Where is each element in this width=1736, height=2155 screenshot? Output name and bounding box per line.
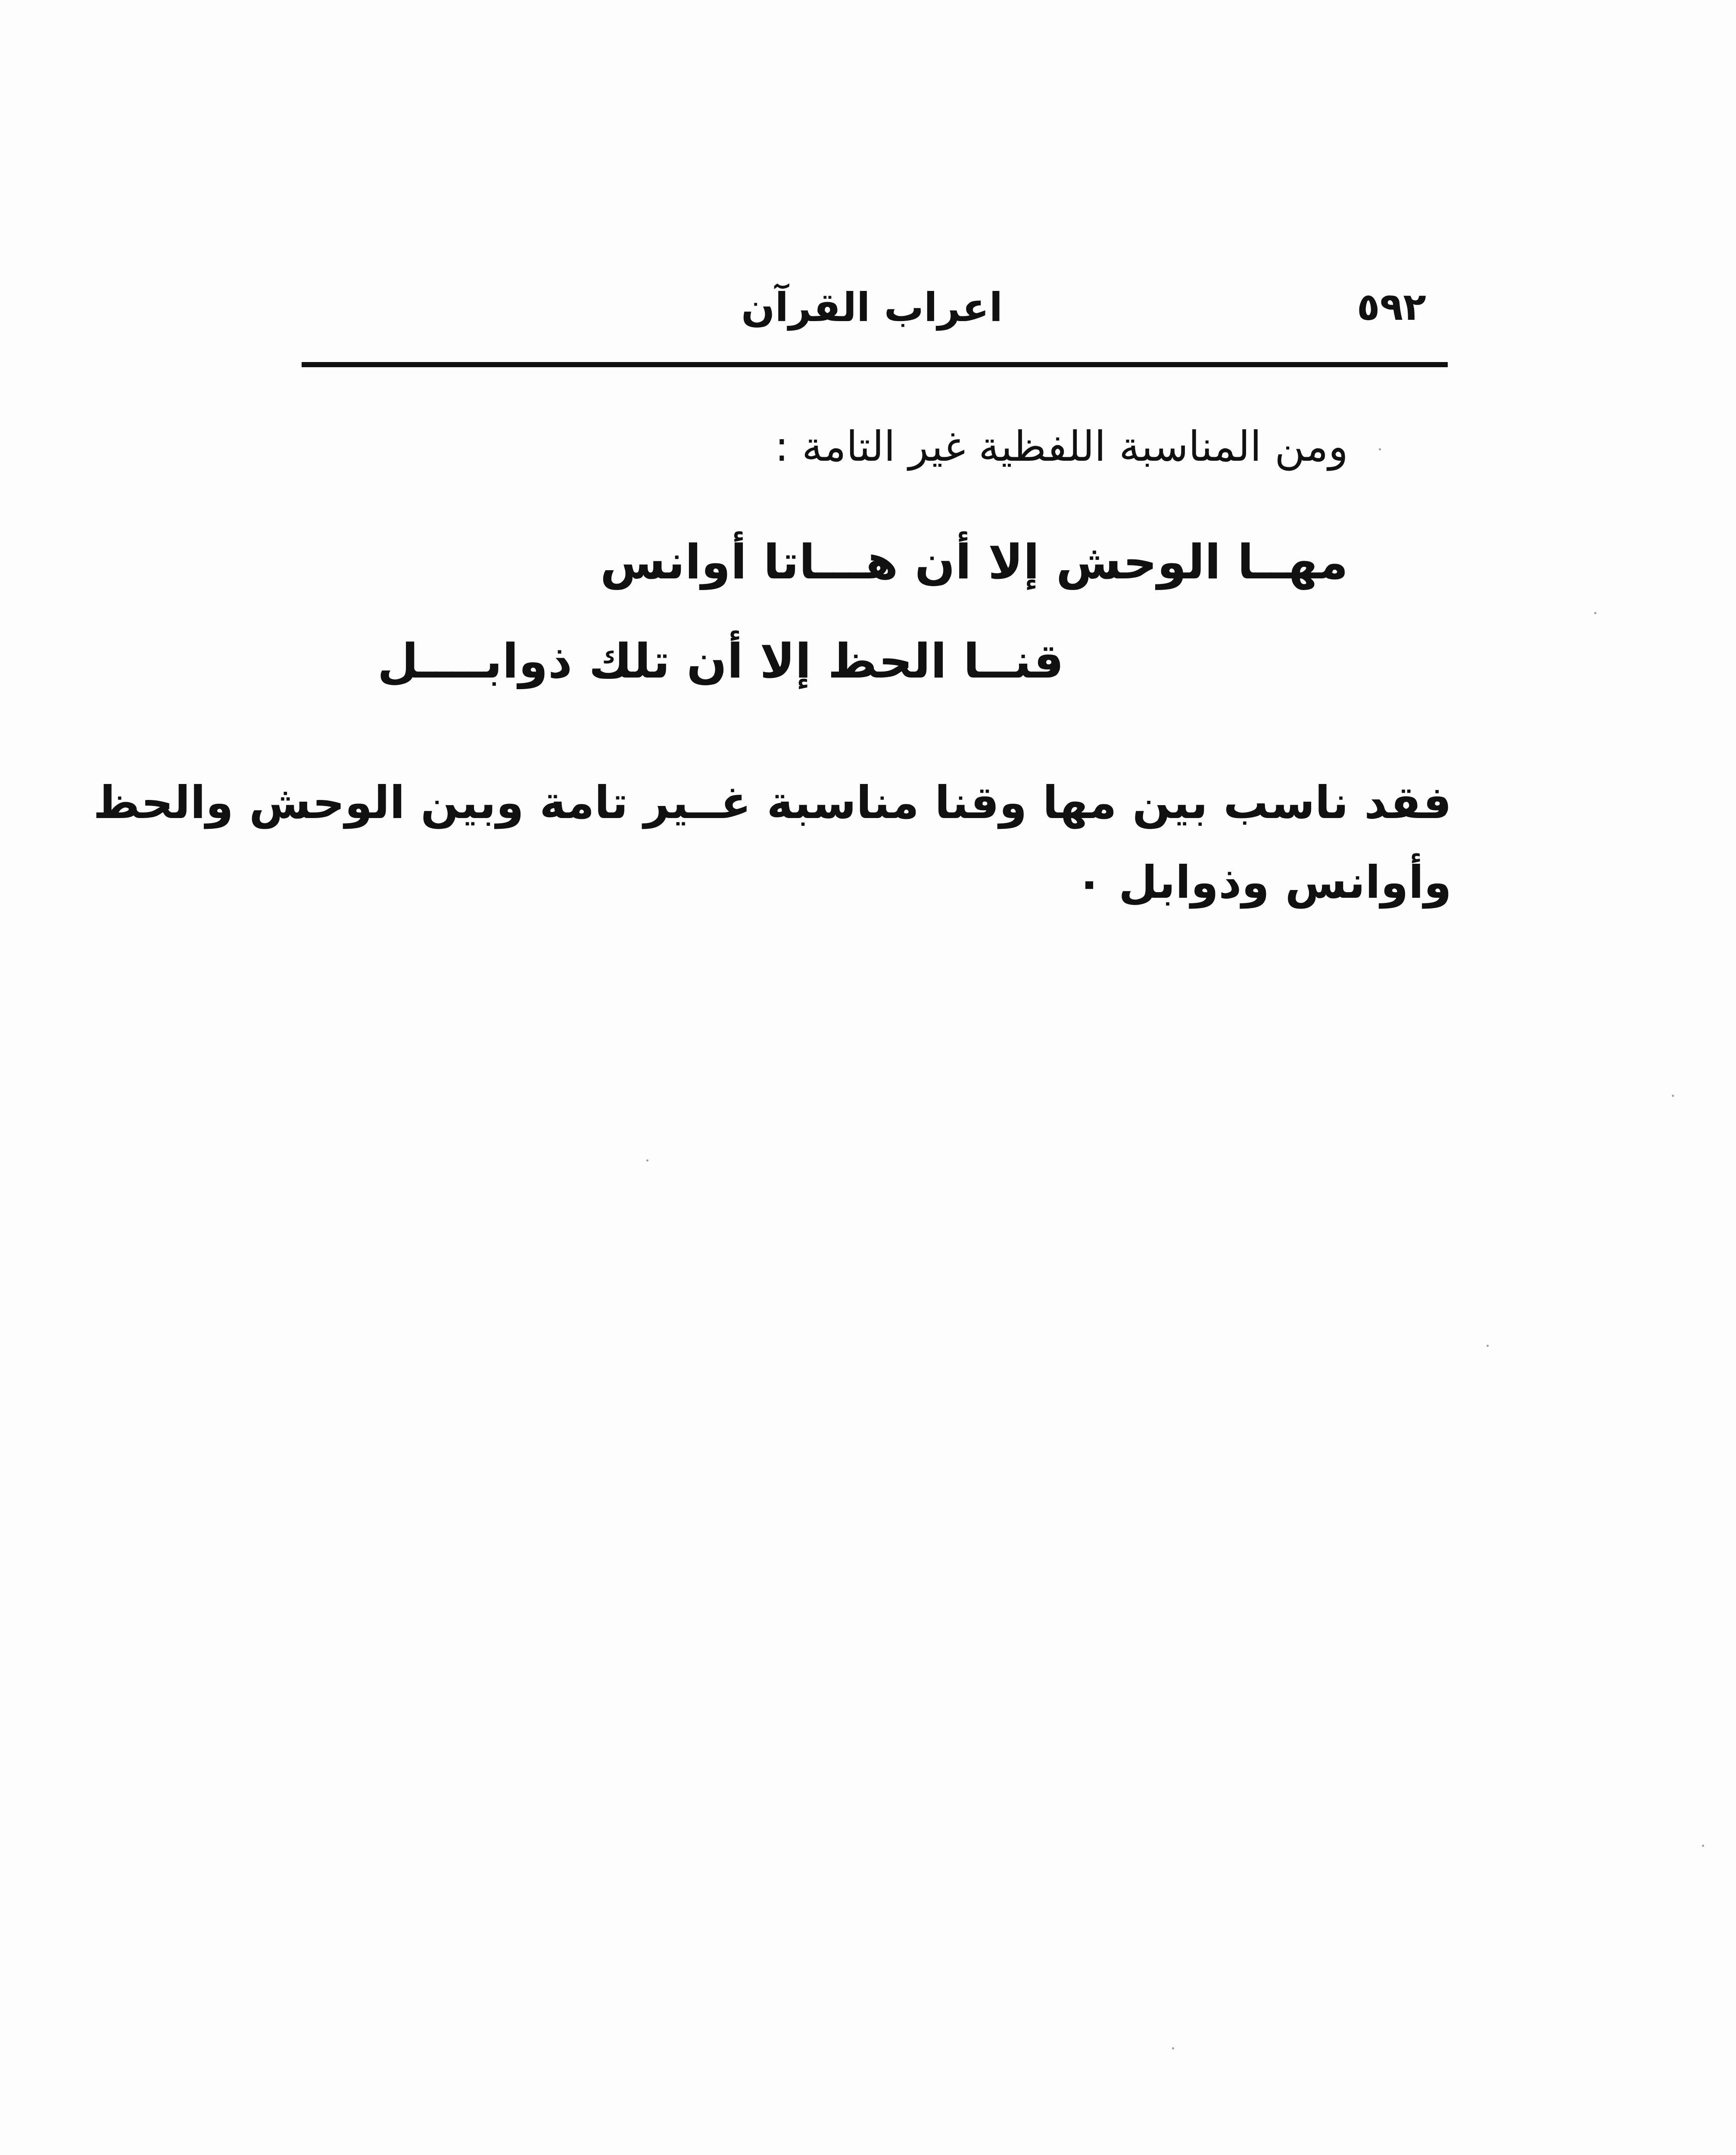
intro-text: ومن المناسبة اللفظية غير التامة : [775,422,1348,471]
paper-speck [1672,1095,1674,1097]
header-divider [302,362,1448,367]
paragraph-line-1: فقد ناسب بين مها وقنا مناسبة غــير تامة وبين الوحش والحظ [93,776,1452,829]
paper-speck [646,1159,648,1162]
running-title: اعراب القرآن [741,284,1003,331]
paper-speck [1487,1345,1489,1347]
paper-speck [1172,2047,1174,2049]
page-number: ٥٩٢ [1356,284,1426,329]
paragraph-line-2: وأوانس وذوابل ٠ [1075,856,1452,909]
verse-line-1: مهــا الوحش إلا أن هـــاتا أوانس [600,534,1348,590]
paper-speck [1379,448,1381,450]
page-header [302,276,1448,362]
paper-speck [1594,612,1596,614]
verse-line-2: قنــا الحظ إلا أن تلك ذوابــــل [377,634,1064,689]
paper-speck [1702,1845,1704,1847]
paragraph [93,763,1452,922]
